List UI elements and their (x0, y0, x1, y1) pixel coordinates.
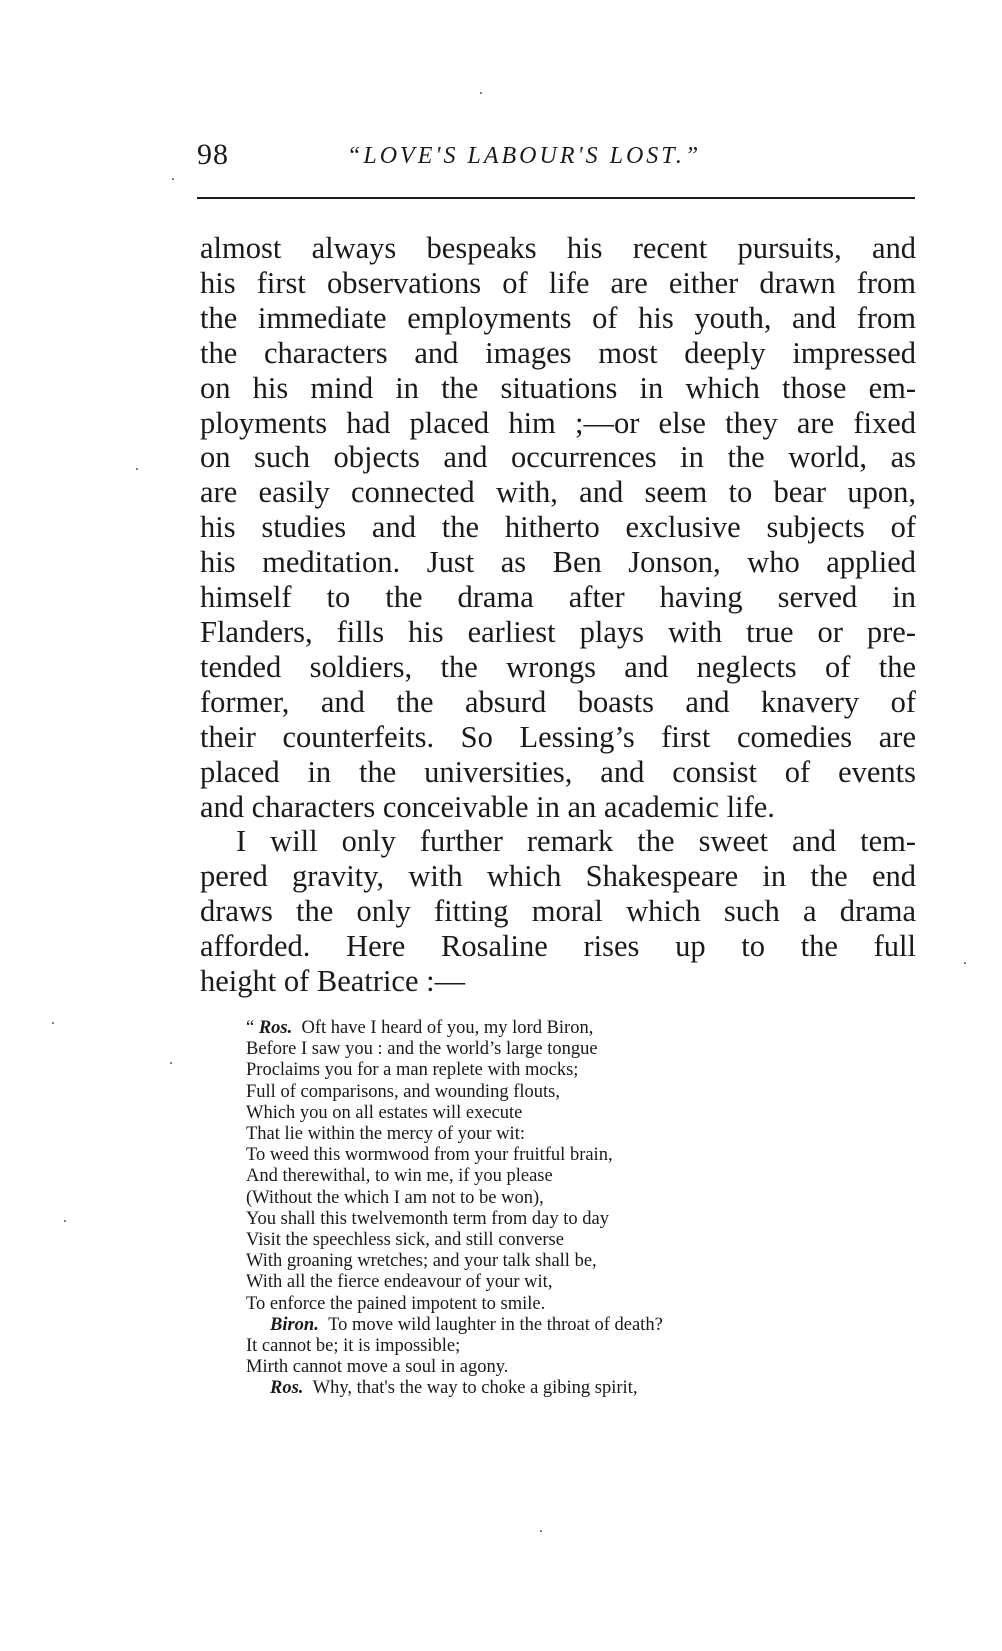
verse-line: Before I saw you : and the world’s large tongue (246, 1039, 598, 1060)
verse-line (246, 1378, 886, 1399)
verse-line: Which you on all estates will execute (246, 1102, 523, 1123)
verse-text: Why, that's the way to choke a gibing spirit, (312, 1378, 638, 1399)
text-line: pered gravity, with which Shakespeare in the end (200, 859, 916, 894)
text-line: height of Beatrice :— (200, 964, 466, 999)
verse-line: With groaning wretches; and your talk shall be, (246, 1251, 597, 1272)
text-line: himself to the drama after having served in (200, 580, 916, 615)
verse-text: To move wild laughter in the throat of death? (328, 1314, 663, 1335)
text-line: his meditation. Just as Ben Jonson, who applied (200, 545, 916, 580)
text-line: are easily connected with, and seem to bear upon, (200, 475, 916, 510)
verse-line: Full of comparisons, and wounding flouts, (246, 1081, 560, 1102)
text-line: former, and the absurd boasts and knavery of (200, 684, 916, 719)
verse-line (246, 1018, 886, 1039)
verse-line: You shall this twelvemonth term from day to day (246, 1208, 609, 1229)
text-line: his studies and the hitherto exclusive subjects of (200, 510, 916, 545)
text-line: afforded. Here Rosaline rises up to the full (200, 929, 916, 964)
verse-line: It cannot be; it is impossible; (246, 1336, 461, 1357)
text-line: on his mind in the situations in which those em- (200, 370, 916, 405)
open-quote: “ (246, 1018, 255, 1038)
text-line: the immediate employments of his youth, and from (200, 300, 916, 335)
speaker-name: Ros. (270, 1378, 304, 1399)
text-line: almost always bespeaks his recent pursuits, and (200, 231, 916, 265)
scan-speck (52, 1022, 54, 1024)
scan-speck (540, 1530, 542, 1532)
body-text (200, 231, 916, 999)
verse-line: To enforce the pained impotent to smile. (246, 1293, 546, 1314)
verse-line: That lie within the mercy of your wit: (246, 1124, 525, 1145)
text-line: and characters conceivable in an academic life. (200, 789, 775, 824)
text-line: their counterfeits. So Lessing’s first comedies are (200, 719, 916, 754)
scan-speck (136, 468, 138, 470)
verse-line: Proclaims you for a man replete with mocks; (246, 1060, 579, 1081)
verse-line: And therewithal, to win me, if you please (246, 1166, 553, 1187)
text-line: tended soldiers, the wrongs and neglects of the (200, 649, 916, 684)
verse-line (246, 1315, 886, 1336)
scan-speck (480, 92, 482, 94)
scan-speck (172, 178, 174, 180)
scan-speck (964, 962, 966, 964)
speaker-name: Ros. (258, 1018, 293, 1038)
text-line: the characters and images most deeply impressed (200, 335, 916, 370)
text-line: Flanders, fills his earliest plays with true or pre- (200, 614, 916, 649)
scan-speck (170, 1062, 172, 1064)
verse-text: Oft have I heard of you, my lord Biron, (301, 1018, 594, 1038)
verse-line: Mirth cannot move a soul in agony. (246, 1357, 509, 1378)
text-line: I will only further remark the sweet and tem- (236, 824, 916, 859)
verse-line: With all the fierce endeavour of your wit, (246, 1272, 553, 1293)
verse-line: To weed this wormwood from your fruitful brain, (246, 1145, 613, 1166)
verse-quotation (246, 1018, 886, 1400)
text-line: his first observations of life are either drawn from (200, 265, 916, 300)
text-line: on such objects and occurrences in the world, as (200, 440, 916, 475)
page-header (197, 138, 915, 178)
text-line: draws the only fitting moral which such a drama (200, 894, 916, 929)
text-line: ployments had placed him ;—or else they are fixed (200, 405, 916, 440)
page-number: 98 (197, 138, 229, 171)
text-line: placed in the universities, and consist of events (200, 754, 916, 789)
running-title: “LOVE'S LABOUR'S LOST.” (347, 143, 702, 169)
scan-speck (64, 1220, 66, 1222)
header-rule (197, 197, 915, 199)
speaker-name: Biron. (270, 1314, 319, 1335)
verse-line: Visit the speechless sick, and still converse (246, 1230, 564, 1251)
verse-line: (Without the which I am not to be won), (246, 1187, 544, 1208)
